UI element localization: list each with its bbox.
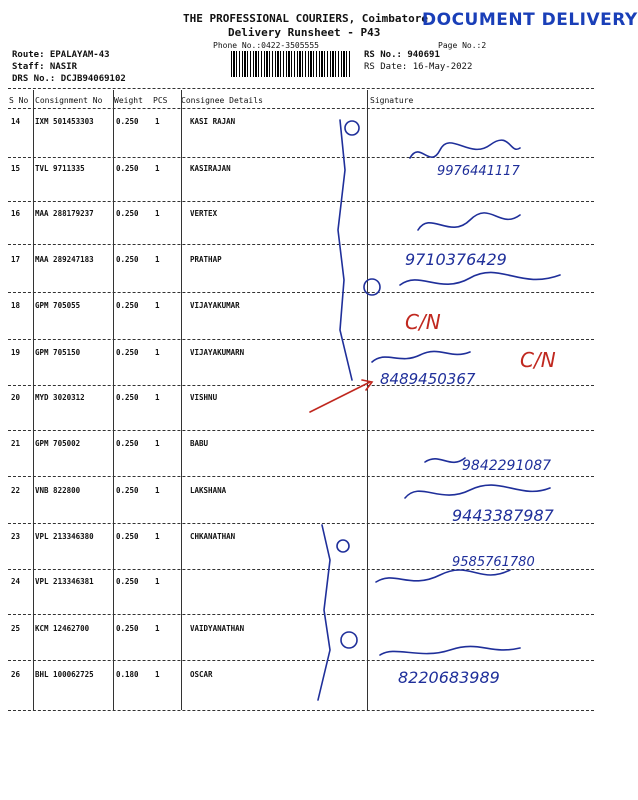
consignee: VIJAYAKUMAR bbox=[190, 301, 240, 310]
route-label: Route: EPALAYAM-43 bbox=[12, 50, 110, 60]
sno: 21 bbox=[11, 439, 21, 448]
consignment-no: MAA 289247183 bbox=[35, 255, 94, 264]
weight: 0.250 bbox=[116, 255, 139, 264]
handwritten-phone-2: 9710376429 bbox=[405, 250, 507, 269]
weight: 0.250 bbox=[116, 439, 139, 448]
consignment-no: BHL 100062725 bbox=[35, 670, 94, 679]
pcs: 1 bbox=[155, 255, 160, 264]
pcs: 1 bbox=[155, 532, 160, 541]
consignee: VISHNU bbox=[190, 393, 218, 402]
weight: 0.250 bbox=[116, 209, 139, 218]
consignment-no: GPM 705150 bbox=[35, 348, 81, 357]
pcs: 1 bbox=[155, 439, 160, 448]
drs-number: DRS No.: DCJB94069102 bbox=[12, 74, 126, 84]
sno: 16 bbox=[11, 209, 21, 218]
col-sno: S No bbox=[9, 96, 29, 105]
runsheet-title: Delivery Runsheet - P43 bbox=[228, 26, 381, 39]
pcs: 1 bbox=[155, 209, 160, 218]
consignee: VERTEX bbox=[190, 209, 218, 218]
company-name: THE PROFESSIONAL COURIERS, Coimbatore bbox=[183, 12, 429, 25]
weight: 0.250 bbox=[116, 117, 139, 126]
sno: 25 bbox=[11, 624, 21, 633]
consignment-no: MAA 288179237 bbox=[35, 209, 94, 218]
consignment-no: GPM 705055 bbox=[35, 301, 81, 310]
consignee: VAIDYANATHAN bbox=[190, 624, 245, 633]
pcs: 1 bbox=[155, 301, 160, 310]
pcs: 1 bbox=[155, 393, 160, 402]
pcs: 1 bbox=[155, 117, 160, 126]
consignee: BABU bbox=[190, 439, 209, 448]
sno: 15 bbox=[11, 164, 21, 173]
consignee: CHKANATHAN bbox=[190, 532, 236, 541]
handwritten-phone-7: 8220683989 bbox=[398, 668, 500, 687]
handwritten-cn-1: C/N bbox=[405, 310, 441, 334]
consignment-no: IXM 501453303 bbox=[35, 117, 94, 126]
sno: 17 bbox=[11, 255, 21, 264]
consignee: KASI RAJAN bbox=[190, 117, 236, 126]
rs-number: RS No.: 940691 bbox=[364, 50, 440, 60]
handwritten-phone-5: 9443387987 bbox=[452, 506, 554, 525]
weight: 0.250 bbox=[116, 301, 139, 310]
col-pcs: PCS bbox=[153, 96, 168, 105]
handwritten-phone-3: 8489450367 bbox=[380, 370, 476, 388]
pcs: 1 bbox=[155, 670, 160, 679]
phone-number: Phone No.:0422-3505555 bbox=[213, 41, 319, 50]
handwritten-cn-2: C/N bbox=[520, 348, 556, 372]
col-weight: Weight bbox=[114, 96, 143, 105]
sno: 22 bbox=[11, 486, 21, 495]
sno: 20 bbox=[11, 393, 21, 402]
consignee: VIJAYAKUMARN bbox=[190, 348, 245, 357]
consignment-no: TVL 9711335 bbox=[35, 164, 85, 173]
pcs: 1 bbox=[155, 624, 160, 633]
page-number: Page No.:2 bbox=[438, 41, 487, 50]
sno: 18 bbox=[11, 301, 21, 310]
handwritten-phone-4: 9842291087 bbox=[462, 458, 552, 474]
consignee: KASIRAJAN bbox=[190, 164, 231, 173]
consignment-no: MYD 3020312 bbox=[35, 393, 85, 402]
sno: 23 bbox=[11, 532, 21, 541]
consignment-no: VNB 822800 bbox=[35, 486, 81, 495]
consignee: LAKSHANA bbox=[190, 486, 227, 495]
weight: 0.250 bbox=[116, 348, 139, 357]
weight: 0.250 bbox=[116, 486, 139, 495]
consignment-no: VPL 213346381 bbox=[35, 577, 94, 586]
staff-label: Staff: NASIR bbox=[12, 62, 78, 72]
weight: 0.250 bbox=[116, 393, 139, 402]
sno: 14 bbox=[11, 117, 21, 126]
col-signature: Signature bbox=[370, 96, 414, 105]
sno: 19 bbox=[11, 348, 21, 357]
weight: 0.250 bbox=[116, 577, 139, 586]
weight: 0.250 bbox=[116, 164, 139, 173]
pcs: 1 bbox=[155, 486, 160, 495]
document-delivery-stamp: DOCUMENT DELIVERY bbox=[422, 10, 638, 30]
handwritten-phone-1: 9976441117 bbox=[437, 164, 520, 179]
pcs: 1 bbox=[155, 164, 160, 173]
consignee: PRATHAP bbox=[190, 255, 222, 264]
pcs: 1 bbox=[155, 348, 160, 357]
rs-date: RS Date: 16-May-2022 bbox=[364, 62, 473, 72]
consignee: OSCAR bbox=[190, 670, 213, 679]
sno: 24 bbox=[11, 577, 21, 586]
pcs: 1 bbox=[155, 577, 160, 586]
sno: 26 bbox=[11, 670, 21, 679]
consignment-no: KCM 12462700 bbox=[35, 624, 90, 633]
col-consignment: Consignment No bbox=[35, 96, 103, 105]
consignment-no: GPM 705002 bbox=[35, 439, 81, 448]
col-consignee: Consignee Details bbox=[181, 96, 263, 105]
weight: 0.250 bbox=[116, 624, 139, 633]
consignment-no: VPL 213346380 bbox=[35, 532, 94, 541]
weight: 0.250 bbox=[116, 532, 139, 541]
weight: 0.180 bbox=[116, 670, 139, 679]
handwritten-phone-6: 9585761780 bbox=[452, 555, 535, 570]
